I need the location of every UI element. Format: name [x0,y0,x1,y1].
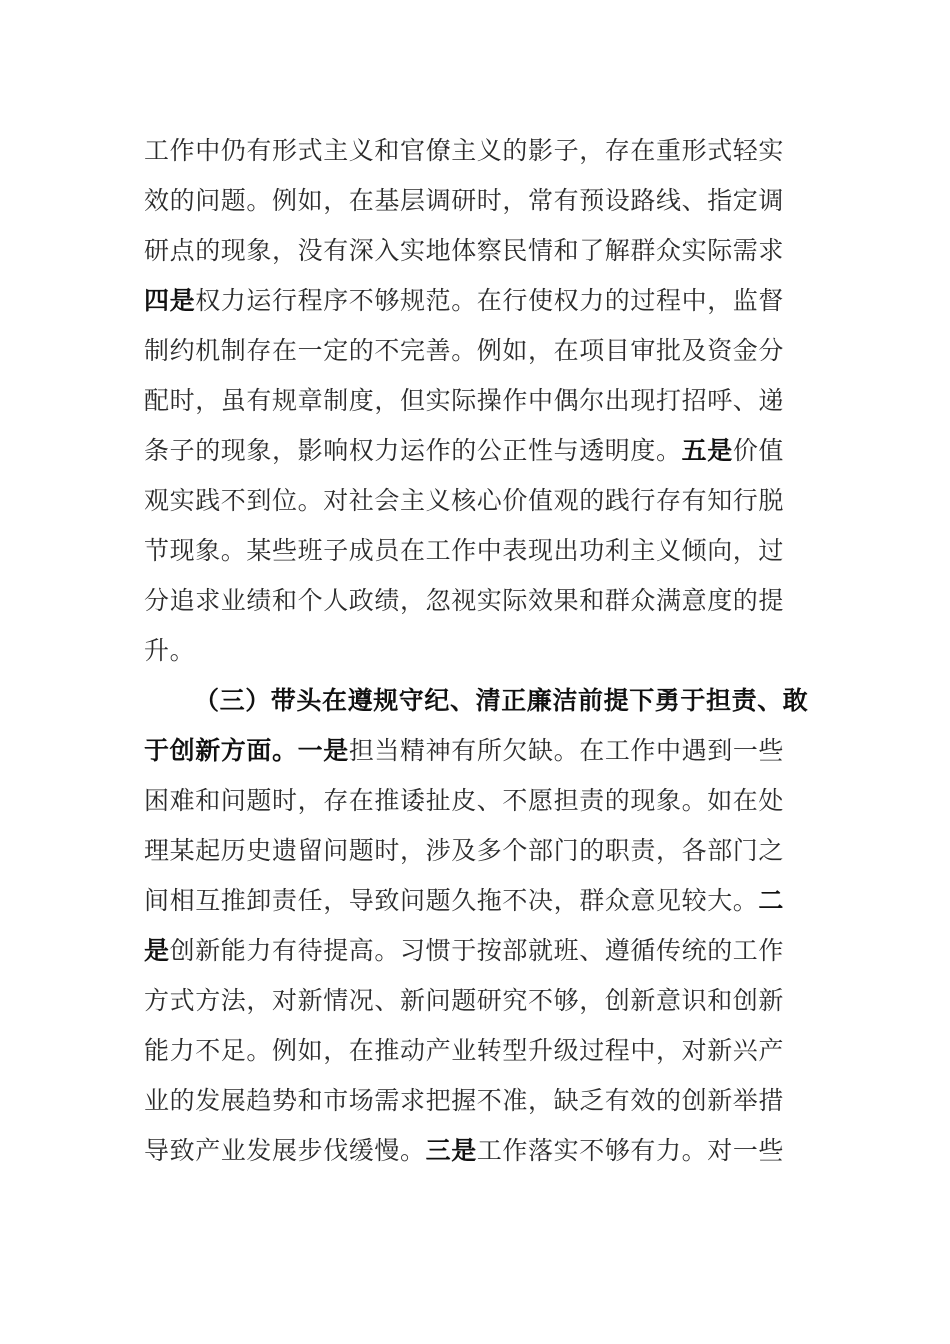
text-line [144,476,814,526]
bold-text-segment: （三）带头在遵规守纪、清正廉洁前提下勇于担责、敢 [194,686,809,715]
bold-text-segment: 一是 [297,736,349,765]
text-line [144,226,814,276]
text-line [144,426,814,476]
text-line [144,526,814,576]
text-line [144,826,814,876]
text-line [144,776,814,826]
text-segment: 分追求业绩和个人政绩，忽视实际效果和群众满意度的提 [144,586,785,615]
text-segment: 工作中仍有形式主义和官僚主义的影子，存在重形式轻实 [144,136,785,165]
text-segment: 业的发展趋势和市场需求把握不准，缺乏有效的创新举措 [144,1086,785,1115]
bold-text-segment: 三是 [425,1136,477,1165]
text-line [144,676,814,726]
bold-text-segment: 是 [144,936,170,965]
text-segment: 导致产业发展步伐缓慢。 [144,1136,426,1165]
text-line [144,326,814,376]
text-segment: 节现象。某些班子成员在工作中表现出功利主义倾向，过 [144,536,785,565]
document-body-text [144,126,814,1176]
text-segment: 间相互推卸责任，导致问题久拖不决，群众意见较大。 [144,886,759,915]
text-segment: 条子的现象，影响权力运作的公正性与透明度。 [144,436,682,465]
text-line [144,1026,814,1076]
text-line [144,576,814,626]
text-segment: 配时，虽有规章制度，但实际操作中偶尔出现打招呼、递 [144,386,785,415]
text-line [144,976,814,1026]
text-segment: 研点的现象，没有深入实地体察民情和了解群众实际需求 [144,236,785,265]
bold-text-segment: 五是 [681,436,733,465]
text-segment: 观实践不到位。对社会主义核心价值观的践行存有知行脱 [144,486,785,515]
text-line [144,376,814,426]
text-segment: 工作落实不够有力。对一些 [476,1136,785,1165]
text-line [144,176,814,226]
text-line [144,1076,814,1126]
text-segment: 制约机制存在一定的不完善。例如，在项目审批及资金分 [144,336,785,365]
text-segment: 担当精神有所欠缺。在工作中遇到一些 [348,736,785,765]
text-line [144,876,814,926]
text-segment: 效的问题。例如，在基层调研时，常有预设路线、指定调 [144,186,785,215]
text-line [144,126,814,176]
text-segment: 能力不足。例如，在推动产业转型升级过程中，对新兴产 [144,1036,785,1065]
bold-text-segment: 二 [758,886,785,915]
text-segment: 困难和问题时，存在推诿扯皮、不愿担责的现象。如在处 [144,786,785,815]
bold-text-segment: 四是 [144,286,196,315]
text-segment: 创新能力有待提高。习惯于按部就班、遵循传统的工作 [169,936,785,965]
text-segment: 权力运行程序不够规范。在行使权力的过程中，监督 [195,286,785,315]
text-line [144,926,814,976]
text-segment: 升。 [144,636,196,665]
text-line [144,726,814,776]
text-segment: 价值 [732,436,785,465]
text-line [144,626,814,676]
bold-text-segment: 于创新方面。 [144,736,298,765]
text-line [144,1126,814,1176]
text-line [144,276,814,326]
text-segment: 方式方法，对新情况、新问题研究不够，创新意识和创新 [144,986,785,1015]
text-segment: 理某起历史遗留问题时，涉及多个部门的职责，各部门之 [144,836,785,865]
